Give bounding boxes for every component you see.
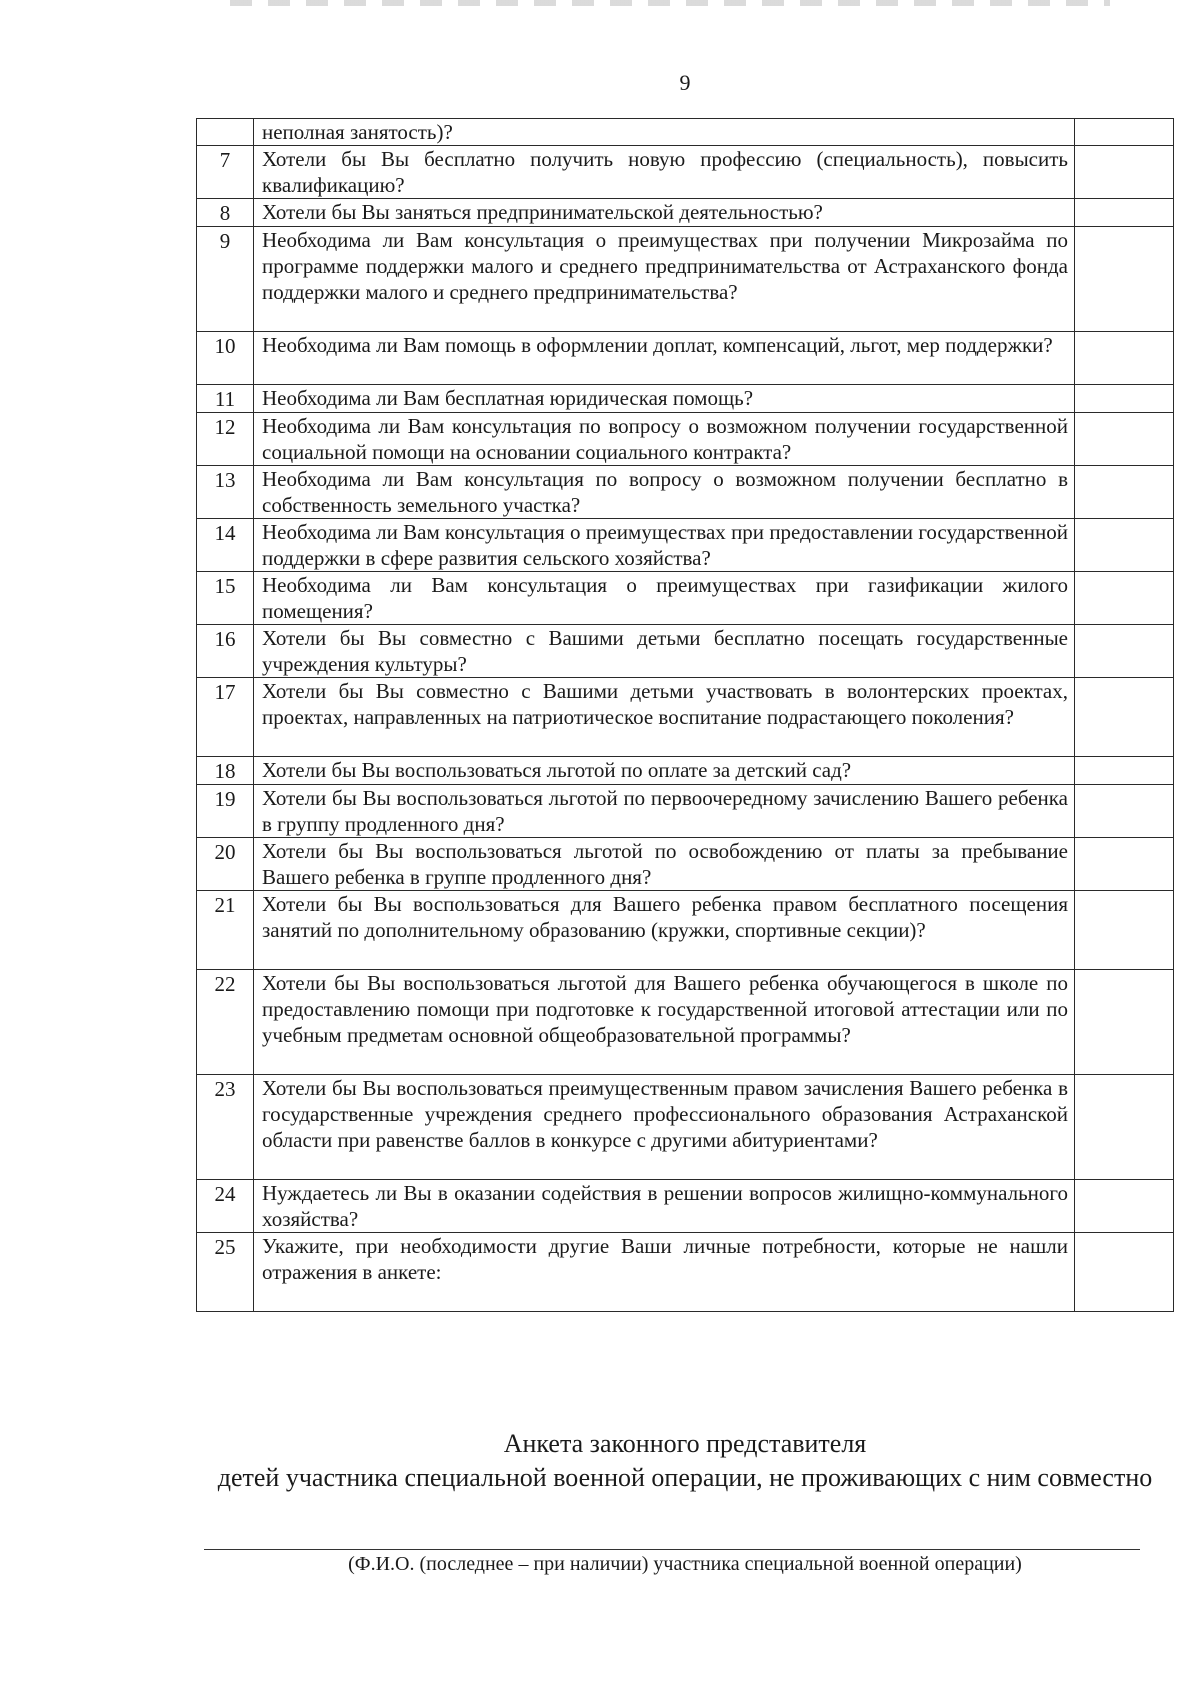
table-row [197,757,1174,785]
question-number: 22 [197,970,254,1075]
question-number: 15 [197,572,254,625]
question-number: 13 [197,466,254,519]
question-number: 11 [197,385,254,413]
question-text: Необходима ли Вам бесплатная юридическая помощь? [254,385,1075,413]
question-number: 20 [197,838,254,891]
table-row [197,119,1174,146]
question-text: Необходима ли Вам консультация по вопросу о возможном получении государственной социальной помощи на основании социального контракта? [254,413,1075,466]
question-text: Хотели бы Вы воспользоваться льготой по оплате за детский сад? [254,757,1075,785]
table-row [197,385,1174,413]
question-text: Хотели бы Вы воспользоваться льготой по освобождению от платы за пребывание Вашего ребенка в группе продленного дня? [254,838,1075,891]
question-text: Необходима ли Вам консультация о преимуществах при газификации жилого помещения? [254,572,1075,625]
question-text: Хотели бы Вы воспользоваться льготой по первоочередному зачислению Вашего ребенка в группу продленного дня? [254,785,1075,838]
answer-cell[interactable] [1075,625,1174,678]
questionnaire-table-body [197,119,1174,1312]
question-text: Хотели бы Вы бесплатно получить новую профессию (специальность), повысить квалификацию? [254,146,1075,199]
question-number: 12 [197,413,254,466]
question-text: Нуждаетесь ли Вы в оказании содействия в решении вопросов жилищно-коммунального хозяйства? [254,1180,1075,1233]
answer-cell[interactable] [1075,891,1174,970]
table-row [197,838,1174,891]
question-number: 9 [197,227,254,332]
table-row [197,970,1174,1075]
question-number: 24 [197,1180,254,1233]
fio-caption: (Ф.И.О. (последнее – при наличии) участника специальной военной операции) [348,1553,1022,1575]
scan-artifact-top [230,0,1110,6]
question-text: Хотели бы Вы заняться предпринимательской деятельностью? [254,199,1075,227]
fio-input-line[interactable] [204,1549,1140,1550]
table-row [197,332,1174,385]
question-number [197,119,254,146]
answer-cell[interactable] [1075,678,1174,757]
answer-cell[interactable] [1075,332,1174,385]
table-row [197,1075,1174,1180]
question-number: 10 [197,332,254,385]
table-row [197,519,1174,572]
table-row [197,1180,1174,1233]
table-row [197,572,1174,625]
question-text: Хотели бы Вы совместно с Вашими детьми участвовать в волонтерских проектах, проектах, направленных на патриотическое воспитание подрастающего поколения? [254,678,1075,757]
question-text: Необходима ли Вам консультация о преимуществах при предоставлении государственной поддержки в сфере развития сельского хозяйства? [254,519,1075,572]
question-number: 19 [197,785,254,838]
question-number: 21 [197,891,254,970]
question-text: Необходима ли Вам консультация по вопросу о возможном получении бесплатно в собственность земельного участка? [254,466,1075,519]
question-number: 16 [197,625,254,678]
answer-cell[interactable] [1075,385,1174,413]
answer-cell[interactable] [1075,970,1174,1075]
table-row [197,413,1174,466]
answer-cell[interactable] [1075,519,1174,572]
table-row [197,199,1174,227]
answer-cell[interactable] [1075,838,1174,891]
question-text: неполная занятость)? [254,119,1075,146]
answer-cell[interactable] [1075,1180,1174,1233]
questionnaire-table [196,118,1174,1312]
answer-cell[interactable] [1075,466,1174,519]
form-title: Анкета законного представителя [503,1429,867,1458]
answer-cell[interactable] [1075,785,1174,838]
page-number: 9 [679,70,691,95]
answer-cell[interactable] [1075,1075,1174,1180]
answer-cell[interactable] [1075,227,1174,332]
table-row [197,146,1174,199]
question-number: 23 [197,1075,254,1180]
question-text: Хотели бы Вы воспользоваться льготой для Вашего ребенка обучающегося в школе по предоставлению помощи при подготовке к государственной итоговой аттестации или по учебным предметам основной общеобразовательной программы? [254,970,1075,1075]
form-subtitle: детей участника специальной военной операции, не проживающих с ним совместно [217,1463,1153,1492]
answer-cell[interactable] [1075,146,1174,199]
table-row [197,466,1174,519]
answer-cell[interactable] [1075,119,1174,146]
question-number: 17 [197,678,254,757]
question-number: 14 [197,519,254,572]
question-text: Хотели бы Вы воспользоваться преимущественным правом зачисления Вашего ребенка в государственные учреждения среднего профессионального образования Астраханской области при равенстве баллов в конкурсе с другими абитуриентами? [254,1075,1075,1180]
answer-cell[interactable] [1075,1233,1174,1312]
question-number: 25 [197,1233,254,1312]
table-row [197,227,1174,332]
table-row [197,785,1174,838]
answer-cell[interactable] [1075,757,1174,785]
table-row [197,891,1174,970]
question-text: Хотели бы Вы воспользоваться для Вашего ребенка правом бесплатного посещения занятий по дополнительному образованию (кружки, спортивные секции)? [254,891,1075,970]
answer-cell[interactable] [1075,199,1174,227]
table-row [197,625,1174,678]
question-text: Необходима ли Вам помощь в оформлении доплат, компенсаций, льгот, мер поддержки? [254,332,1075,385]
question-text: Хотели бы Вы совместно с Вашими детьми бесплатно посещать государственные учреждения культуры? [254,625,1075,678]
question-text: Укажите, при необходимости другие Ваши личные потребности, которые не нашли отражения в анкете: [254,1233,1075,1312]
answer-cell[interactable] [1075,413,1174,466]
question-number: 8 [197,199,254,227]
question-text: Необходима ли Вам консультация о преимуществах при получении Микрозайма по программе поддержки малого и среднего предпринимательства от Астраханского фонда поддержки малого и среднего предпринимательства? [254,227,1075,332]
answer-cell[interactable] [1075,572,1174,625]
table-row [197,678,1174,757]
table-row [197,1233,1174,1312]
question-number: 7 [197,146,254,199]
question-number: 18 [197,757,254,785]
